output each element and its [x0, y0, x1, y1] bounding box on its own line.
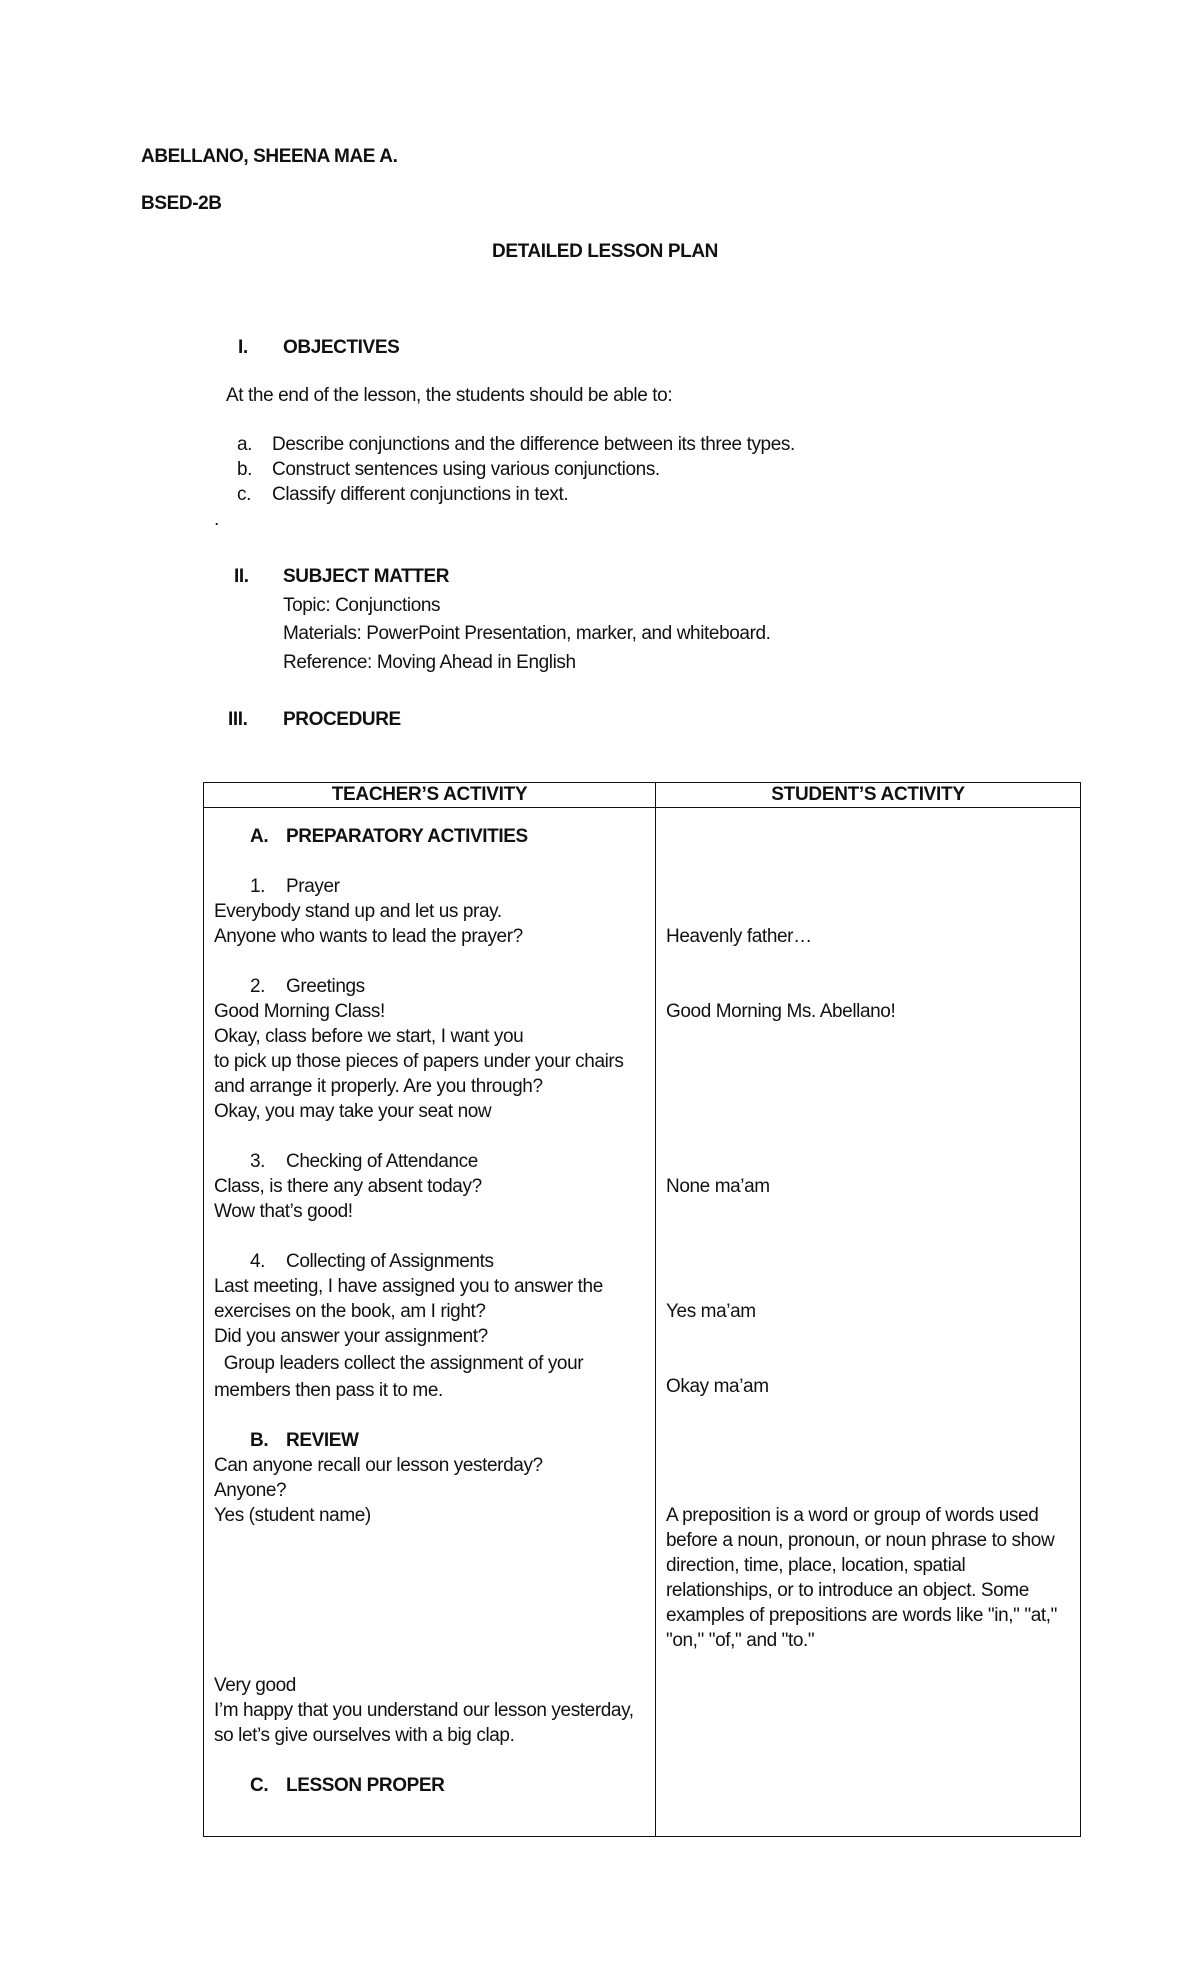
- objectives-number: I.: [238, 337, 248, 358]
- student-response: Good Morning Ms. Abellano!: [666, 1001, 896, 1022]
- teacher-line: exercises on the book, am I right?: [214, 1301, 486, 1322]
- student-answer-line: "on," "of," and "to.": [666, 1630, 815, 1651]
- student-response: None ma’am: [666, 1176, 770, 1197]
- student-answer-line: direction, time, place, location, spatial: [666, 1555, 966, 1576]
- student-response: Yes ma’am: [666, 1301, 756, 1322]
- student-answer-line: before a noun, pronoun, or noun phrase to show: [666, 1530, 1055, 1551]
- objective-marker: b.: [237, 459, 253, 480]
- section-b-heading: REVIEW: [286, 1430, 359, 1451]
- procedure-number: III.: [228, 709, 248, 730]
- table-header-row: [204, 783, 1081, 808]
- stray-period: .: [214, 509, 220, 530]
- section-a-marker: A.: [250, 826, 269, 847]
- teacher-line: Group leaders collect the assignment of your: [214, 1353, 584, 1374]
- step-marker: 2.: [250, 976, 266, 997]
- student-answer-line: A preposition is a word or group of words used: [666, 1505, 1039, 1526]
- section-c-marker: C.: [250, 1775, 269, 1796]
- objectives-intro: At the end of the lesson, the students should be able to:: [226, 385, 673, 406]
- teacher-line: so let’s give ourselves with a big clap.: [214, 1725, 515, 1746]
- subject-matter-heading: SUBJECT MATTER: [283, 566, 450, 587]
- teacher-line: Anyone?: [214, 1480, 287, 1501]
- step-marker: 3.: [250, 1151, 266, 1172]
- section-c-heading: LESSON PROPER: [286, 1775, 445, 1796]
- subject-matter-number: II.: [234, 566, 249, 587]
- teacher-activity-header: TEACHER’S ACTIVITY: [204, 783, 656, 808]
- objective-marker: c.: [237, 484, 251, 505]
- document-title: DETAILED LESSON PLAN: [492, 241, 718, 262]
- student-answer-line: relationships, or to introduce an object. Some: [666, 1580, 1029, 1601]
- subject-topic: Topic: Conjunctions: [283, 595, 441, 616]
- teacher-line: Wow that’s good!: [214, 1201, 353, 1222]
- teacher-line: and arrange it properly. Are you through?: [214, 1076, 543, 1097]
- teacher-line: members then pass it to me.: [214, 1380, 443, 1401]
- step-attendance: Checking of Attendance: [286, 1151, 478, 1172]
- student-section: BSED-2B: [141, 193, 222, 214]
- step-marker: 1.: [250, 876, 266, 897]
- student-activity-header: STUDENT’S ACTIVITY: [656, 783, 1081, 808]
- teacher-line: Did you answer your assignment?: [214, 1326, 488, 1347]
- step-greetings: Greetings: [286, 976, 365, 997]
- teacher-line: Everybody stand up and let us pray.: [214, 901, 502, 922]
- student-response: Heavenly father…: [666, 926, 812, 947]
- objectives-heading: OBJECTIVES: [283, 337, 400, 358]
- objective-item: Describe conjunctions and the difference between its three types.: [272, 434, 795, 455]
- teacher-line: Last meeting, I have assigned you to answer the: [214, 1276, 603, 1297]
- step-marker: 4.: [250, 1251, 266, 1272]
- teacher-line: to pick up those pieces of papers under your chairs: [214, 1051, 624, 1072]
- teacher-line: Can anyone recall our lesson yesterday?: [214, 1455, 543, 1476]
- objective-item: Construct sentences using various conjunctions.: [272, 459, 660, 480]
- student-response: Okay ma’am: [666, 1376, 769, 1397]
- subject-reference: Reference: Moving Ahead in English: [283, 652, 576, 673]
- student-activity-cell: [656, 808, 1081, 1837]
- student-answer-line: examples of prepositions are words like "in," "at,": [666, 1605, 1057, 1626]
- teacher-activity-cell: [204, 808, 656, 1837]
- teacher-line: Yes (student name): [214, 1505, 371, 1526]
- section-a-heading: PREPARATORY ACTIVITIES: [286, 826, 528, 847]
- subject-materials: Materials: PowerPoint Presentation, marker, and whiteboard.: [283, 623, 771, 644]
- teacher-line: Okay, you may take your seat now: [214, 1101, 492, 1122]
- teacher-line: Good Morning Class!: [214, 1001, 385, 1022]
- table-row: [204, 808, 1081, 1837]
- procedure-heading: PROCEDURE: [283, 709, 401, 730]
- activity-table: [203, 782, 1081, 1837]
- objective-marker: a.: [237, 434, 253, 455]
- student-name: ABELLANO, SHEENA MAE A.: [141, 146, 398, 167]
- teacher-line: Okay, class before we start, I want you: [214, 1026, 524, 1047]
- teacher-line: Class, is there any absent today?: [214, 1176, 482, 1197]
- teacher-line: Very good: [214, 1675, 296, 1696]
- teacher-line: I’m happy that you understand our lesson yesterday,: [214, 1700, 634, 1721]
- objective-item: Classify different conjunctions in text.: [272, 484, 569, 505]
- teacher-line: Anyone who wants to lead the prayer?: [214, 926, 523, 947]
- step-prayer: Prayer: [286, 876, 340, 897]
- section-b-marker: B.: [250, 1430, 269, 1451]
- step-assignments: Collecting of Assignments: [286, 1251, 494, 1272]
